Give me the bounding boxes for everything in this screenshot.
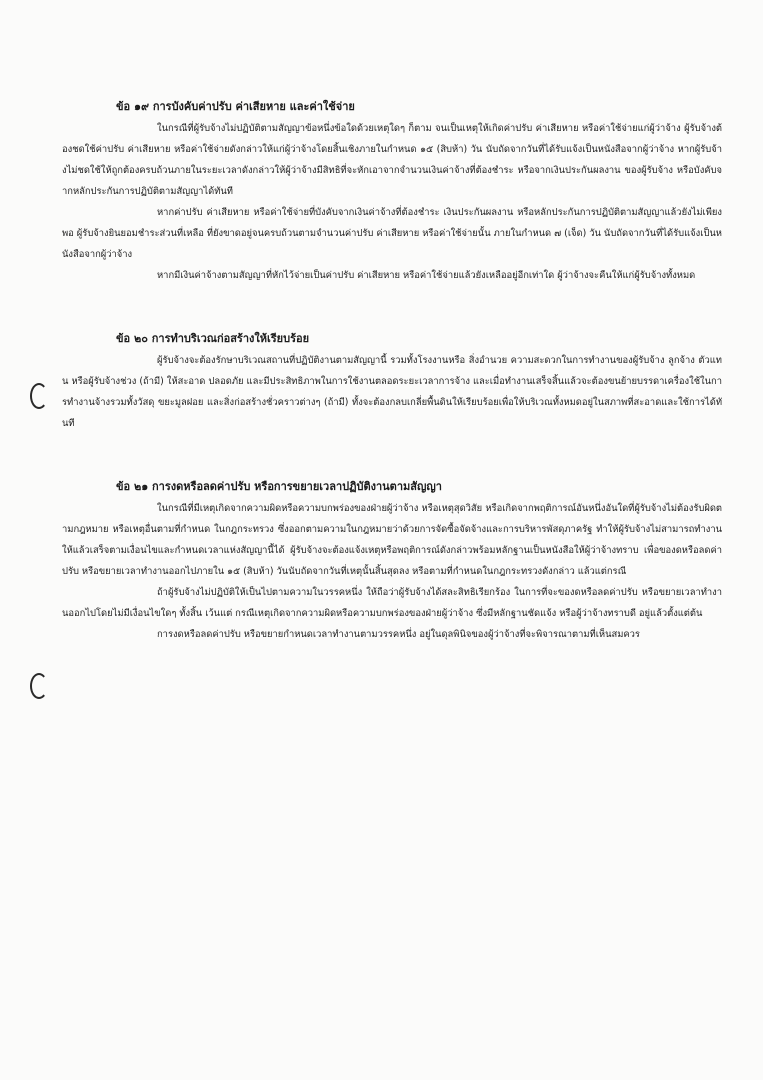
clause-paragraph: ถ้าผู้รับจ้างไม่ปฏิบัติให้เป็นไปตามความในวรรคหนึ่ง ให้ถือว่าผู้รับจ้างได้สละสิทธิเรียกร้อง ในการที่จะของดหรือลดค่าปรับ หรือขยายเวลาทำงานออกไปโดยไม่มีเงื่อนไขใดๆ ทั้งสิ้น เว้นแต่ กรณีเหตุเกิดจากความผิดหรือความบกพร่องของฝ่ายผู้ว่าจ้าง ซึ่งมีหลักฐานชัดแจ้ง หรือผู้ว่าจ้างทราบดี อยู่แล้วตั้งแต่ต้น — [62, 587, 722, 619]
punch-hole-mark — [30, 673, 48, 699]
clause-paragraph: การงดหรือลดค่าปรับ หรือขยายกำหนดเวลาทำงานตามวรรคหนึ่ง อยู่ในดุลพินิจของผู้ว่าจ้างที่จะพิจารณาตามที่เห็นสมควร — [157, 629, 640, 640]
clause-heading: ข้อ ๒๑ การงดหรือลดค่าปรับ หรือการขยายเวลาปฏิบัติงานตามสัญญา — [116, 480, 442, 493]
clause-20 — [62, 328, 722, 434]
clause-paragraph: ในกรณีที่ผู้รับจ้างไม่ปฏิบัติตามสัญญาข้อหนึ่งข้อใดด้วยเหตุใดๆ ก็ตาม จนเป็นเหตุให้เกิดค่าปรับ ค่าเสียหาย หรือค่าใช้จ่ายแก่ผู้ว่าจ้าง ผู้รับจ้างต้องชดใช้ค่าปรับ ค่าเสียหาย หรือค่าใช้จ่ายดังกล่าวให้แก่ผู้ว่าจ้างโดยสิ้นเชิงภายในกำหนด ๑๕ (สิบห้า) วัน นับถัดจากวันที่ได้รับแจ้งเป็นหนังสือจากผู้ว่าจ้าง หากผู้รับจ้างไม่ชดใช้ให้ถูกต้องครบถ้วนภายในระยะเวลาดังกล่าวให้ผู้ว่าจ้างมีสิทธิที่จะหักเอาจากจำนวนเงินค่าจ้างที่ต้องชำระ หรือจากเงินประกันผลงาน ของผู้รับจ้าง หรือบังคับจากหลักประกันการปฏิบัติตามสัญญาได้ทันที — [62, 123, 722, 197]
punch-hole-mark — [30, 383, 48, 409]
clause-paragraph: หากค่าปรับ ค่าเสียหาย หรือค่าใช้จ่ายที่บังคับจากเงินค่าจ้างที่ต้องชำระ เงินประกันผลงาน หรือหลักประกันการปฏิบัติตามสัญญาแล้วยังไม่เพียงพอ ผู้รับจ้างยินยอมชำระส่วนที่เหลือ ที่ยังขาดอยู่จนครบถ้วนตามจำนวนค่าปรับ ค่าเสียหาย หรือค่าใช้จ่ายนั้น ภายในกำหนด ๗ (เจ็ด) วัน นับถัดจากวันที่ได้รับแจ้งเป็นหนังสือจากผู้ว่าจ้าง — [62, 207, 722, 260]
clause-paragraph: หากมีเงินค่าจ้างตามสัญญาที่หักไว้จ่ายเป็นค่าปรับ ค่าเสียหาย หรือค่าใช้จ่ายแล้วยังเหลืออยู่อีกเท่าใด ผู้ว่าจ้างจะคืนให้แก่ผู้รับจ้างทั้งหมด — [157, 270, 696, 281]
clause-paragraph: ในกรณีที่มีเหตุเกิดจากความผิดหรือความบกพร่องของฝ่ายผู้ว่าจ้าง หรือเหตุสุดวิสัย หรือเกิดจากพฤติการณ์อันหนึ่งอันใดที่ผู้รับจ้างไม่ต้องรับผิดตามกฎหมาย หรือเหตุอื่นตามที่กำหนด ในกฎกระทรวง ซึ่งออกตามความในกฎหมายว่าด้วยการจัดซื้อจัดจ้างและการบริหารพัสดุภาครัฐ ทำให้ผู้รับจ้างไม่สามารถทำงานให้แล้วเสร็จตามเงื่อนไขและกำหนดเวลาแห่งสัญญานี้ได้ ผู้รับจ้างจะต้องแจ้งเหตุหรือพฤติการณ์ดังกล่าวพร้อมหลักฐานเป็นหนังสือให้ผู้ว่าจ้างทราบ เพื่อของดหรือลดค่าปรับ หรือขยายเวลาทำงานออกไปภายใน ๑๕ (สิบห้า) วันนับถัดจากวันที่เหตุนั้นสิ้นสุดลง หรือตามที่กำหนดในกฎกระทรวงดังกล่าว แล้วแต่กรณี — [62, 503, 722, 577]
document-body — [62, 96, 722, 687]
clause-paragraph: ผู้รับจ้างจะต้องรักษาบริเวณสถานที่ปฏิบัติงานตามสัญญานี้ รวมทั้งโรงงานหรือ สิ่งอำนวย ความสะดวกในการทำงานของผู้รับจ้าง ลูกจ้าง ตัวแทน หรือผู้รับจ้างช่วง (ถ้ามี) ให้สะอาด ปลอดภัย และมีประสิทธิภาพในการใช้งานตลอดระยะเวลาการจ้าง และเมื่อทำงานเสร็จสิ้นแล้วจะต้องขนย้ายบรรดาเครื่องใช้ในการทำงานจ้างรวมทั้งวัสดุ ขยะมูลฝอย และสิ่งก่อสร้างชั่วคราวต่างๆ (ถ้ามี) ทั้งจะต้องกลบเกลี่ยพื้นดินให้เรียบร้อยเพื่อให้บริเวณทั้งหมดอยู่ในสภาพที่สะอาดและใช้การได้ทันที — [62, 355, 722, 429]
clause-21 — [62, 476, 722, 645]
clause-19 — [62, 96, 722, 286]
clause-heading: ข้อ ๑๙ การบังคับค่าปรับ ค่าเสียหาย และค่าใช้จ่าย — [116, 100, 355, 113]
clause-heading: ข้อ ๒๐ การทำบริเวณก่อสร้างให้เรียบร้อย — [116, 332, 310, 345]
